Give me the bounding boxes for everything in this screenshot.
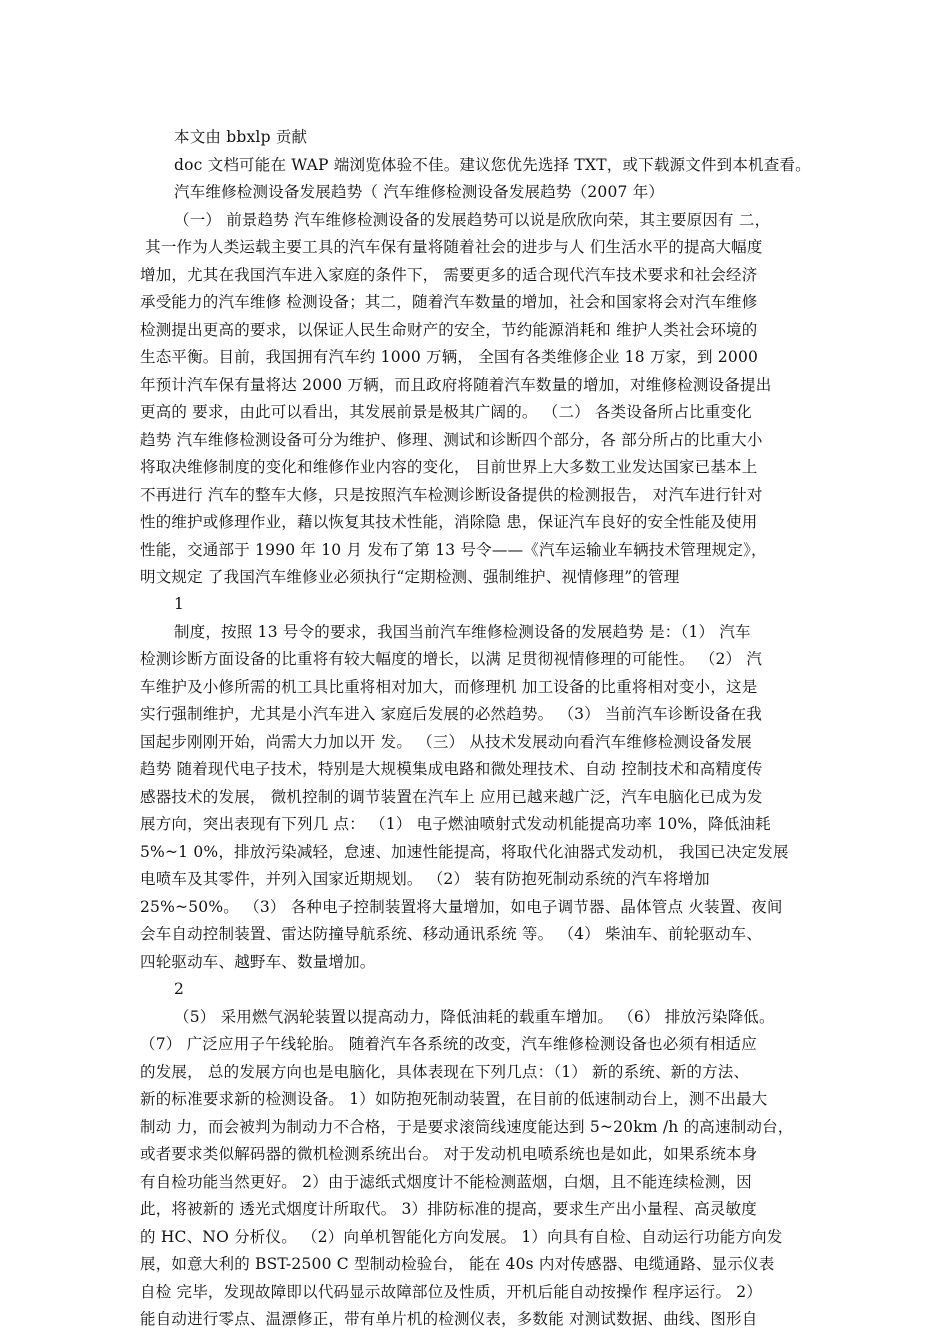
paragraph-line: 增加，尤其在我国汽车进入家庭的条件下， 需要更多的适合现代汽车技术要求和社会经济 — [140, 266, 758, 284]
paragraph-line: 年预计汽车保有量将达 2000 万辆，而且政府将随着汽车数量的增加，对维修检测设备提出 — [140, 376, 772, 394]
contributor-line: 本文由 bbxlp 贡献 — [174, 128, 308, 146]
paragraph-line: 检测提出更高的要求，以保证人民生命财产的安全，节约能源消耗和 维护人类社会环境的 — [140, 321, 758, 339]
paragraph-line: 车维护及小修所需的机工具比重将相对加大，而修理机 加工设备的比重将相对变小，这是 — [140, 678, 758, 696]
paragraph-line: 会车自动控制装置、雷达防撞导航系统、移动通讯系统 等。 （4） 柴油车、前轮驱动车、 — [140, 925, 763, 943]
paragraph-line: 的发展， 总的发展方向也是电脑化，具体表现在下列几点：（1） 新的系统、新的方法、 — [140, 1063, 750, 1081]
paragraph-line: 性的维护或修理作业，藉以恢复其技术性能，消除隐 患，保证汽车良好的安全性能及使用 — [140, 513, 758, 531]
paragraph-line: 明文规定 了我国汽车维修业必须执行“定期检测、强制维护、视情修理”的管理 — [140, 568, 680, 586]
paragraph-line: 自检 完毕，发现故障即以代码显示故障部位及性质，开机后能自动按操作 程序运行。 2） — [140, 1283, 763, 1301]
paragraph-line: 展方向，突出表现有下列几 点： （1） 电子燃油喷射式发动机能提高功率 10%，降低油耗 — [140, 815, 771, 833]
paragraph-line: 实行强制维护，尤其是小汽车进入 家庭后发展的必然趋势。 （3） 当前汽车诊断设备在我 — [140, 705, 763, 723]
paragraph-line: （7） 广泛应用子午线轮胎。 随着汽车各系统的改变，汽车维修检测设备也必须有相适应 — [140, 1035, 757, 1053]
paragraph-line: 制度，按照 13 号令的要求，我国当前汽车维修检测设备的发展趋势 是：（1） 汽车 — [174, 623, 751, 641]
paragraph-line: 四轮驱动车、越野车、数量增加。 — [140, 953, 376, 971]
paragraph-line: 25%~50%。 （3） 各种电子控制装置将大量增加，如电子调节器、晶体管点 火装置、夜间 — [140, 898, 783, 916]
doc-notice-line: doc 文档可能在 WAP 端浏览体验不佳。建议您优先选择 TXT，或下载源文件到本机查看。 — [174, 156, 811, 174]
paragraph-line: 新的标准要求新的检测设备。 1）如防抱死制动装置，在目前的低速制动台上，测不出最大 — [140, 1090, 768, 1108]
paragraph-line: 其一作为人类运载主要工具的汽车保有量将随着社会的进步与人 们生活水平的提高大幅度 — [140, 238, 763, 256]
paragraph-line: （一） 前景趋势 汽车维修检测设备的发展趋势可以说是欣欣向荣，其主要原因有 二， — [174, 211, 771, 229]
paragraph-line: 能自动进行零点、温漂修正，带有单片机的检测仪表，多数能 对测试数据、曲线、图形自 — [140, 1310, 758, 1328]
paragraph-line: 制动 力，而会被判为制动力不合格，于是要求滚筒线速度能达到 5~20km /h 的高速制动台， — [140, 1118, 794, 1136]
paragraph-line: 生态平衡。目前，我国拥有汽车约 1000 万辆， 全国有各类维修企业 18 万家，到 2000 — [140, 348, 759, 366]
paragraph-line: 的 HC、NO 分析仪。 （2）向单机智能化方向发展。 1）向具有自检、自动运行功能方向发 — [140, 1228, 783, 1246]
paragraph-line: 承受能力的汽车维修 检测设备；其二，随着汽车数量的增加，社会和国家将会对汽车维修 — [140, 293, 758, 311]
page-number: 2 — [174, 980, 185, 998]
paragraph-line: 5%~1 0%，排放污染减轻，怠速、加速性能提高，将取代化油器式发动机， 我国已决定发展 — [140, 843, 789, 861]
paragraph-line: 性能，交通部于 1990 年 10 月 发布了第 13 号令——《汽车运输业车辆技术管理规定》， — [140, 541, 767, 559]
paragraph-line: 检测诊断方面设备的比重将有较大幅度的增长，以满 足贯彻视情修理的可能性。 （2） 汽 — [140, 650, 763, 668]
paragraph-line: 感器技术的发展， 微机控制的调节装置在汽车上 应用已越来越广泛，汽车电脑化已成为发 — [140, 788, 763, 806]
paragraph-line: 更高的 要求，由此可以看出，其发展前景是极其广阔的。 （二） 各类设备所占比重变化 — [140, 403, 752, 421]
paragraph-line: 或者要求类似解码器的微机检测系统出台。 对于发动机电喷系统也是如此，如果系统本身 — [140, 1145, 758, 1163]
page-number: 1 — [174, 595, 185, 613]
paragraph-line: 将取决维修制度的变化和维修作业内容的变化， 目前世界上大多数工业发达国家已基本上 — [140, 458, 758, 476]
paragraph-line: 国起步刚刚开始，尚需大力加以开 发。 （三） 从技术发展动向看汽车维修检测设备发展 — [140, 733, 752, 751]
paragraph-line: 此，将被新的 透光式烟度计所取代。 3）排防标准的提高，要求生产出小量程、高灵敏度 — [140, 1200, 757, 1218]
paragraph-line: 趋势 随着现代电子技术，特别是大规模集成电路和微处理技术、自动 控制技术和高精度传 — [140, 760, 763, 778]
document-title: 汽车维修检测设备发展趋势（ 汽车维修检测设备发展趋势（2007 年） — [174, 183, 665, 201]
paragraph-line: 趋势 汽车维修检测设备可分为维护、修理、测试和诊断四个部分，各 部分所占的比重大小 — [140, 431, 763, 449]
paragraph-line: 有自检功能当然更好。 2）由于滤纸式烟度计不能检测蓝烟，白烟，且不能连续检测，因 — [140, 1173, 752, 1191]
paragraph-line: 电喷车及其零件，并列入国家近期规划。 （2） 装有防抱死制动系统的汽车将增加 — [140, 870, 710, 888]
paragraph-line: 展，如意大利的 BST-2500 C 型制动检验台， 能在 40s 内对传感器、电缆通路、显示仪表 — [140, 1255, 775, 1273]
paragraph-line: 不再进行 汽车的整车大修，只是按照汽车检测诊断设备提供的检测报告， 对汽车进行针对 — [140, 486, 763, 504]
paragraph-line: （5） 采用燃气涡轮装置以提高动力，降低油耗的载重车增加。 （6） 排放污染降低。 — [174, 1008, 775, 1026]
